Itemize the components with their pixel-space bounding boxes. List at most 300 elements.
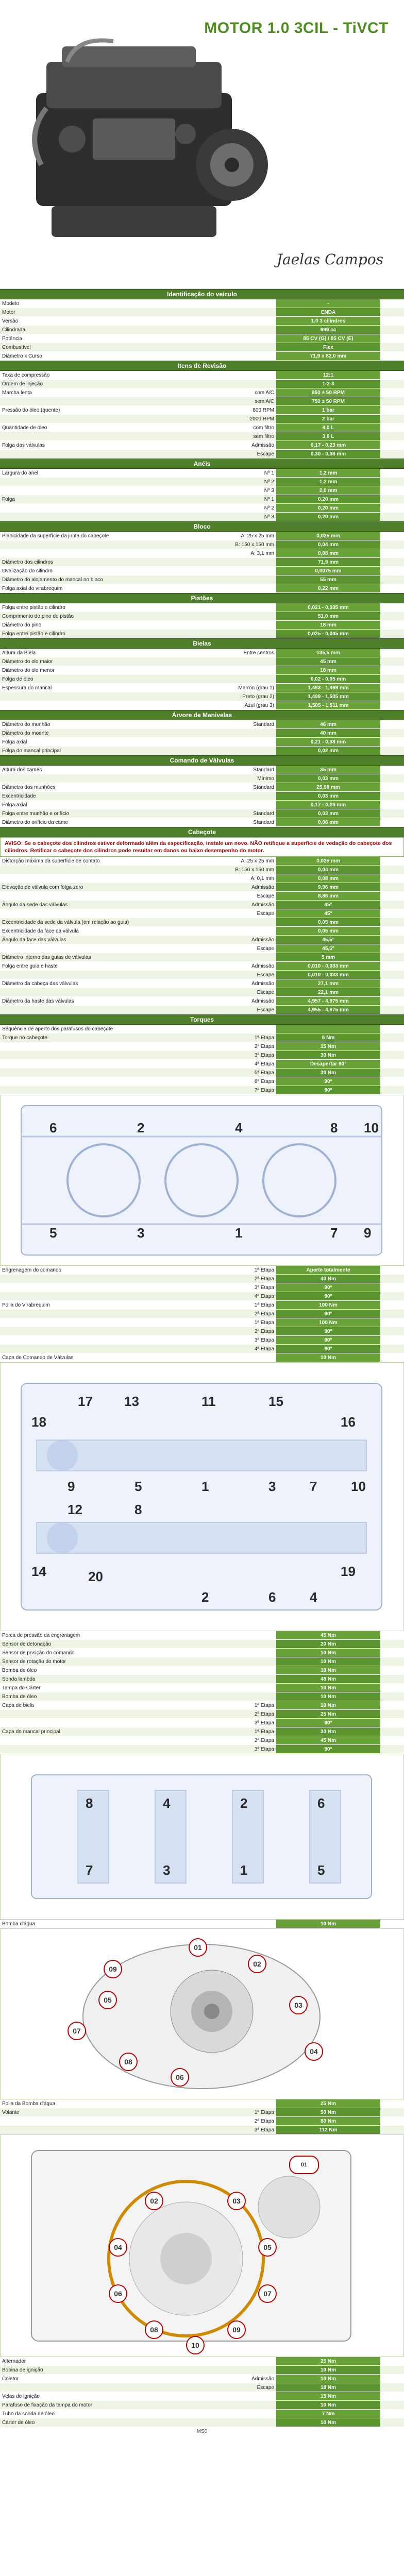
table-row (0, 684, 404, 692)
row-spacer (380, 1920, 404, 1928)
row-condition: Nº 3 (195, 513, 276, 521)
row-label: Tubo da sonda de óleo (0, 2410, 195, 2418)
row-label: Sequência de aperto dos parafusos do cabeçote (0, 1025, 195, 1033)
row-value: 0,20 mm (276, 495, 380, 504)
row-value: 90° (276, 1745, 380, 1754)
row-condition (195, 2366, 276, 2375)
table-row (0, 1077, 404, 1086)
section-header: Pistões (0, 593, 404, 603)
row-spacer (380, 971, 404, 979)
row-label: Engrenagem do comando (0, 1266, 195, 1275)
row-label: Potência (0, 334, 195, 343)
row-value: 135,5 mm (276, 649, 380, 657)
row-value: 10 Nm (276, 1920, 380, 1928)
row-condition: Escape (195, 2383, 276, 2392)
row-condition (195, 299, 276, 308)
row-spacer (380, 1077, 404, 1086)
row-value: 45° (276, 901, 380, 909)
row-label: Planicidade da superfície da junta do cabeçote (0, 532, 195, 540)
row-value: 10 Nm (276, 2375, 380, 2383)
row-value: 9,96 mm (276, 883, 380, 892)
row-value: 25 Nm (276, 2357, 380, 2366)
bolt-number: 5 (49, 1225, 57, 1241)
row-value: 45 mm (276, 657, 380, 666)
bolt-callout: 03 (289, 1996, 308, 2014)
row-value: 8,86 mm (276, 892, 380, 901)
table-row (0, 901, 404, 909)
row-spacer (380, 1033, 404, 1042)
row-condition: Escape (195, 450, 276, 459)
table-row (0, 432, 404, 441)
row-condition: 4ª Etapa (195, 1060, 276, 1069)
row-condition: Escape (195, 1006, 276, 1014)
table-row (0, 666, 404, 675)
table-row (0, 738, 404, 747)
page-footer: MS0 (196, 2429, 208, 2434)
row-condition (195, 927, 276, 936)
bolt-number: 4 (163, 1795, 171, 1811)
row-spacer (380, 1719, 404, 1727)
bolt-number: 17 (78, 1394, 93, 1409)
row-value: 0,0075 mm (276, 567, 380, 575)
row-label: Torque no cabeçote (0, 1033, 195, 1042)
spec-table (0, 857, 404, 1014)
row-value: 10 Nm (276, 1684, 380, 1692)
table-row (0, 692, 404, 701)
row-label: Folga (0, 495, 195, 504)
table-row (0, 675, 404, 684)
row-label: Diâmetro do alojamento do mancal no bloco (0, 575, 195, 584)
row-value: 0,02 - 0,05 mm (276, 675, 380, 684)
flywheel-bolt-figure (0, 2134, 404, 2357)
row-label: Marcha lenta (0, 388, 195, 397)
row-spacer (380, 738, 404, 747)
table-row (0, 1327, 404, 1336)
section-torques-3 (0, 1631, 404, 1754)
row-label: Bomba de óleo (0, 1666, 195, 1675)
row-label: Folga do mancal principal (0, 747, 195, 755)
row-spacer (380, 1631, 404, 1640)
row-label (0, 1069, 195, 1077)
bolt-number: 6 (49, 1120, 57, 1136)
table-row (0, 809, 404, 818)
section-torques-6 (0, 2357, 404, 2427)
row-label: Diâmetro dos munhões (0, 783, 195, 792)
row-value: 50 Nm (276, 2108, 380, 2117)
row-label: Folga entre pistão e cilindro (0, 630, 195, 638)
row-value: 45 Nm (276, 1631, 380, 1640)
bolt-number: 11 (201, 1394, 216, 1409)
row-label (0, 1719, 195, 1727)
row-label: Coletor (0, 2375, 195, 2383)
row-value: ENDA (276, 308, 380, 317)
table-row (0, 1006, 404, 1014)
row-label: Cárter de óleo (0, 2418, 195, 2427)
row-spacer (380, 352, 404, 361)
table-row (0, 971, 404, 979)
row-label: Comprimento do pino do pistão (0, 612, 195, 621)
row-spacer (380, 371, 404, 380)
row-spacer (380, 612, 404, 621)
row-value: 0,05 mm (276, 918, 380, 927)
row-value: 0,021 - 0,035 mm (276, 603, 380, 612)
row-value: 45,5° (276, 944, 380, 953)
table-row (0, 2117, 404, 2126)
row-label: Capa de Comando de Válvulas (0, 1353, 195, 1362)
bolt-number: 14 (31, 1564, 46, 1579)
row-spacer (380, 1086, 404, 1095)
row-condition: Escape (195, 988, 276, 997)
row-condition (195, 1353, 276, 1362)
row-label (0, 1006, 195, 1014)
table-row (0, 513, 404, 521)
table-row (0, 450, 404, 459)
table-row (0, 2108, 404, 2117)
row-value: - (276, 299, 380, 308)
row-condition: com filtro (195, 423, 276, 432)
row-value: 0,025 mm (276, 857, 380, 866)
row-condition (195, 1666, 276, 1675)
bolt-number: 10 (351, 1479, 366, 1494)
row-condition: 3ª Etapa (195, 1051, 276, 1060)
table-row (0, 701, 404, 710)
row-value: 10 Nm (276, 1692, 380, 1701)
row-value: 10 Nm (276, 2401, 380, 2410)
table-row (0, 423, 404, 432)
row-condition: Admissão (195, 441, 276, 450)
row-value: 30 Nm (276, 1727, 380, 1736)
row-label: Bomba d'água (0, 1920, 195, 1928)
row-value: Desapertar 90° (276, 1060, 380, 1069)
row-condition: 2ª Etapa (195, 1310, 276, 1318)
table-row (0, 1345, 404, 1353)
row-spacer (380, 532, 404, 540)
row-label: Ovalização do cilindro (0, 567, 195, 575)
table-row (0, 388, 404, 397)
row-value: 80 Nm (276, 2117, 380, 2126)
row-value: 55 mm (276, 575, 380, 584)
spec-table (0, 1631, 404, 1754)
table-row (0, 2392, 404, 2401)
row-label: Altura da Biela (0, 649, 195, 657)
row-spacer (380, 299, 404, 308)
row-value: 10 Nm (276, 1353, 380, 1362)
row-label: Elevação de válvula com folga zero (0, 883, 195, 892)
bolt-callout: 08 (119, 2053, 138, 2071)
row-spacer (380, 495, 404, 504)
table-row (0, 1266, 404, 1275)
table-row (0, 1353, 404, 1362)
row-value: 45° (276, 909, 380, 918)
row-condition: 3ª Etapa (195, 1719, 276, 1727)
section-arvore-manivelas (0, 710, 404, 755)
row-condition (195, 603, 276, 612)
row-label: Diâmetro da haste das válvulas (0, 997, 195, 1006)
bolt-callout: 01 (289, 2156, 319, 2174)
row-value: 10 Nm (276, 1649, 380, 1657)
row-condition (195, 2357, 276, 2366)
row-label (0, 504, 195, 513)
row-value: 0,02 mm (276, 747, 380, 755)
bolt-number: 7 (330, 1225, 338, 1241)
row-spacer (380, 675, 404, 684)
row-spacer (380, 2357, 404, 2366)
bolt-number: 1 (201, 1479, 209, 1494)
row-spacer (380, 1025, 404, 1033)
row-value: 90° (276, 1086, 380, 1095)
row-label (0, 1345, 195, 1353)
row-value: 30 Nm (276, 1069, 380, 1077)
row-condition (195, 371, 276, 380)
oil-pump-bolt-figure (0, 1928, 404, 2099)
row-spacer (380, 575, 404, 584)
table-row (0, 441, 404, 450)
table-row (0, 495, 404, 504)
row-condition: com A/C (195, 388, 276, 397)
bolt-callout: 09 (227, 2320, 246, 2339)
section-header: Cabeçote (0, 827, 404, 837)
row-spacer (380, 423, 404, 432)
table-row (0, 326, 404, 334)
row-value: Aperte totalmente (276, 1266, 380, 1275)
row-condition: Admissão (195, 962, 276, 971)
row-label: Ângulo da face das válvulas (0, 936, 195, 944)
row-condition (195, 343, 276, 352)
bolt-callout: 02 (145, 2192, 163, 2210)
table-row (0, 1310, 404, 1318)
row-label: Polia do Virabrequim (0, 1301, 195, 1310)
row-label: Diâmetro interno das guias de válvulas (0, 953, 195, 962)
row-value: 90° (276, 1345, 380, 1353)
row-spacer (380, 513, 404, 521)
row-value: 1,2 mm (276, 478, 380, 486)
row-spacer (380, 936, 404, 944)
row-label: Folga entre guia e haste (0, 962, 195, 971)
table-row (0, 774, 404, 783)
row-condition (195, 612, 276, 621)
row-spacer (380, 2410, 404, 2418)
row-value: 0,025 mm (276, 532, 380, 540)
row-value: 4,955 - 4,975 mm (276, 1006, 380, 1014)
table-row (0, 1301, 404, 1310)
spec-table (0, 2099, 404, 2134)
row-condition: B: 150 x 150 mm (195, 866, 276, 874)
row-condition (195, 584, 276, 593)
row-spacer (380, 432, 404, 441)
bolt-callout: 04 (109, 2238, 127, 2257)
row-spacer (380, 666, 404, 675)
row-condition: 800 RPM (195, 406, 276, 415)
engine-front-drawing (1, 2135, 404, 2357)
table-row (0, 308, 404, 317)
section-torques-4 (0, 1920, 404, 1928)
row-condition: sem A/C (195, 397, 276, 406)
row-label: Folga axial (0, 801, 195, 809)
row-value: 25,98 mm (276, 783, 380, 792)
row-value: 1,493 - 1,499 mm (276, 684, 380, 692)
row-label (0, 450, 195, 459)
row-label: Folga das válvulas (0, 441, 195, 450)
row-label (0, 944, 195, 953)
row-condition (195, 1675, 276, 1684)
row-condition (195, 352, 276, 361)
row-label (0, 540, 195, 549)
row-value: 100 Nm (276, 1301, 380, 1310)
row-value: 15 Nm (276, 2392, 380, 2401)
row-spacer (380, 549, 404, 558)
row-spacer (380, 2108, 404, 2117)
bolt-callout: 02 (248, 1955, 266, 1973)
row-condition: 1ª Etapa (195, 1701, 276, 1710)
row-condition: 2ª Etapa (195, 1710, 276, 1719)
table-row (0, 603, 404, 612)
bolt-number: 19 (341, 1564, 356, 1579)
section-cabecote (0, 827, 404, 1014)
row-condition (195, 575, 276, 584)
row-label (0, 1327, 195, 1336)
row-label: Combustível (0, 343, 195, 352)
row-value: 71,9 mm (276, 558, 380, 567)
row-label (0, 2126, 195, 2134)
row-spacer (380, 809, 404, 818)
bolt-number: 6 (268, 1589, 276, 1605)
row-spacer (380, 2401, 404, 2410)
row-spacer (380, 343, 404, 352)
table-row (0, 944, 404, 953)
row-spacer (380, 630, 404, 638)
table-row (0, 1701, 404, 1710)
row-condition: Nº 1 (195, 469, 276, 478)
table-row (0, 567, 404, 575)
warning-note: AVISO: Se o cabeçote dos cilindros estiver deformado além da especificação, instale um novo. NÃO retifique a superfície de vedação do cabeçote dos cilindros. Retificar o cabeçote dos cilindros pode resultar em danos ou baixo desempenho do motor. (0, 837, 404, 857)
spec-table (0, 2357, 404, 2427)
row-label: Pressão do óleo (quente) (0, 406, 195, 415)
row-label (0, 1318, 195, 1327)
row-condition: Escape (195, 892, 276, 901)
row-value: 0,17 - 0,23 mm (276, 441, 380, 450)
row-condition (195, 675, 276, 684)
row-spacer (380, 603, 404, 612)
row-label: Parafuso de fixação da tampa do motor (0, 2401, 195, 2410)
cam-cap-bolt-sequence-figure (0, 1362, 404, 1631)
row-condition (195, 792, 276, 801)
row-spacer (380, 1060, 404, 1069)
bolt-callout: 08 (145, 2320, 163, 2339)
table-row (0, 892, 404, 901)
row-value: 4,957 - 4,975 mm (276, 997, 380, 1006)
table-row (0, 1069, 404, 1077)
row-condition (195, 747, 276, 755)
table-row (0, 1051, 404, 1060)
table-row (0, 486, 404, 495)
head-bolt-sequence-figure (0, 1095, 404, 1266)
table-row (0, 657, 404, 666)
row-label: Diâmetro do pino (0, 621, 195, 630)
row-value: 0,08 mm (276, 549, 380, 558)
spec-table (0, 720, 404, 755)
row-value: 30 Nm (276, 1051, 380, 1060)
row-spacer (380, 1736, 404, 1745)
row-condition: Standard (195, 818, 276, 827)
table-row (0, 2366, 404, 2375)
row-label: Folga axial do virabrequim (0, 584, 195, 593)
section-header: Identificação do veículo (0, 289, 404, 299)
row-condition (195, 2410, 276, 2418)
row-condition: 1ª Etapa (195, 1301, 276, 1310)
row-value: 0,03 mm (276, 809, 380, 818)
bolt-number: 12 (68, 1502, 82, 1517)
row-label (0, 866, 195, 874)
row-spacer (380, 478, 404, 486)
row-value: 0,010 - 0,033 mm (276, 962, 380, 971)
row-condition: Escape (195, 944, 276, 953)
row-value: 999 cc (276, 326, 380, 334)
bolt-callout: 05 (258, 2238, 277, 2257)
row-condition (195, 630, 276, 638)
row-value: 10 Nm (276, 1666, 380, 1675)
row-spacer (380, 692, 404, 701)
row-condition: Admissão (195, 883, 276, 892)
table-row (0, 783, 404, 792)
bolt-number: 2 (201, 1589, 209, 1605)
row-spacer (380, 1042, 404, 1051)
row-label (0, 1745, 195, 1754)
table-row (0, 801, 404, 809)
bolt-number: 1 (240, 1862, 248, 1878)
bolt-number: 2 (240, 1795, 248, 1811)
row-condition: 3ª Etapa (195, 1745, 276, 1754)
row-label (0, 1736, 195, 1745)
row-value: 51,0 mm (276, 612, 380, 621)
table-row (0, 612, 404, 621)
spec-table (0, 532, 404, 593)
table-row (0, 792, 404, 801)
table-row (0, 1920, 404, 1928)
table-row (0, 883, 404, 892)
table-row (0, 540, 404, 549)
row-spacer (380, 1692, 404, 1701)
spec-table (0, 1025, 404, 1095)
row-condition: 4ª Etapa (195, 1292, 276, 1301)
row-condition (195, 317, 276, 326)
section-torques-2 (0, 1266, 404, 1362)
row-condition (195, 738, 276, 747)
row-value: 0,04 mm (276, 866, 380, 874)
row-spacer (380, 1292, 404, 1301)
row-label: Folga entre munhão e orifício (0, 809, 195, 818)
row-label: Diâmetro da cabeça das válvulas (0, 979, 195, 988)
row-label: Diâmetro do moente (0, 729, 195, 738)
row-value: 7 Nm (276, 2410, 380, 2418)
table-row (0, 1631, 404, 1640)
row-condition (195, 558, 276, 567)
row-spacer (380, 1353, 404, 1362)
row-condition: Admissão (195, 997, 276, 1006)
bolt-number: 6 (317, 1795, 325, 1811)
row-spacer (380, 1051, 404, 1060)
row-condition: A: 3,1 mm (195, 549, 276, 558)
table-row (0, 2099, 404, 2108)
row-spacer (380, 874, 404, 883)
row-label: Polia da Bomba d'água (0, 2099, 195, 2108)
row-condition (195, 1649, 276, 1657)
table-row (0, 909, 404, 918)
table-row (0, 630, 404, 638)
section-header: Árvore de Manivelas (0, 710, 404, 720)
table-row (0, 575, 404, 584)
row-spacer (380, 649, 404, 657)
row-label (0, 909, 195, 918)
